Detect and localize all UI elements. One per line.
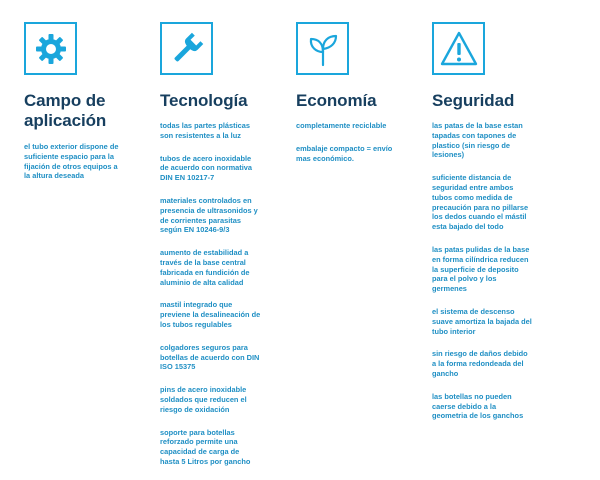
column-heading: Economía <box>296 91 377 110</box>
gear-icon <box>24 22 77 75</box>
column-heading: Seguridad <box>432 91 515 110</box>
feature-list <box>160 121 274 467</box>
feature-item: soporte para botellas reforzado permite una capacidad de carga de hasta 5 Litros por gancho <box>160 427 251 466</box>
feature-item: las botellas no pueden caerse debido a la geometria de los ganchos <box>432 391 524 421</box>
column-tecnologia <box>160 22 274 480</box>
feature-item: suficiente distancia de seguridad entre ambos tubos como medida de precaución para no pillarse los dedos cuando el mástil esta bajado del todo <box>432 173 529 232</box>
feature-item: completamente reciclable <box>296 121 387 130</box>
feature-item: aumento de estabilidad a través de la base central fabricada en fundición de aluminio de alta calidad <box>160 248 250 287</box>
feature-item: materiales controlados en presencia de ultrasonidos y de corrientes parasitas según EN 10246-9/3 <box>160 195 258 235</box>
feature-item: el tubo exterior dispone de suficiente espacio para la fijación de otros equipos a la altura deseada <box>24 142 119 181</box>
feature-item: mastil integrado que previene la desalineación de los tubos regulables <box>160 300 261 329</box>
feature-list <box>24 142 134 181</box>
column-seguridad <box>432 22 548 434</box>
sprout-icon <box>296 22 349 75</box>
feature-item: el sistema de descenso suave amortiza la bajada del tubo interior <box>432 306 532 336</box>
column-economia <box>296 22 414 176</box>
column-campo-de-aplicacion <box>24 22 134 194</box>
feature-item: las patas de la base estan tapadas con tapones de plastico (sin riesgo de lesiones) <box>432 121 523 160</box>
feature-item: pins de acero inoxidable soldados que reducen el riesgo de oxidación <box>160 385 247 414</box>
column-heading: Campo de aplicación <box>24 91 107 130</box>
wrench-icon <box>160 22 213 75</box>
feature-list <box>296 121 414 163</box>
column-heading: Tecnología <box>160 91 248 110</box>
feature-item: tubos de acero inoxidable de acuerdo con normativa DIN EN 10217-7 <box>160 153 252 183</box>
feature-item: las patas pulidas de la base en forma cilíndrica reducen la superficie de deposito para el polvo y los germenes <box>432 244 530 294</box>
feature-list <box>432 121 548 421</box>
feature-item: sin riesgo de daños debido a la forma redondeada del gancho <box>432 349 528 378</box>
warning-icon <box>432 22 485 75</box>
feature-item: embalaje compacto = envío mas económico. <box>296 143 393 163</box>
feature-item: todas las partes plásticas son resistentes a la luz <box>160 121 250 140</box>
feature-item: colgadores seguros para botellas de acuerdo con DIN ISO 15375 <box>160 342 260 372</box>
